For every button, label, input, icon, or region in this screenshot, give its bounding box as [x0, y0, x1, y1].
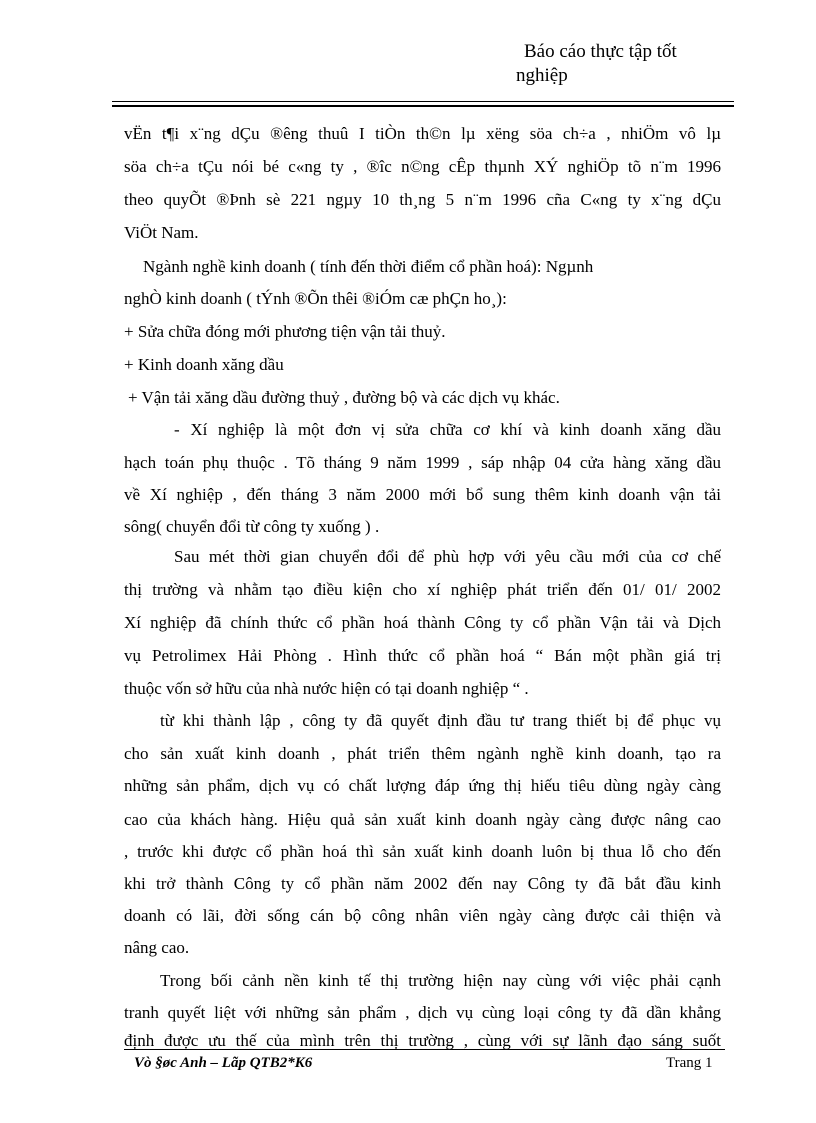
- body-line: Trong bối cảnh nền kinh tế thị trường hiện nay cùng với việc phải cạnh: [160, 971, 721, 990]
- body-line: cao của khách hàng. Hiệu quả sản xuất kinh doanh ngày càng được nâng cao: [124, 810, 721, 829]
- body-line: cho sản xuất kinh doanh , phát triển thêm ngành nghề kinh doanh, tạo ra: [124, 744, 721, 763]
- body-line: sông( chuyển đổi từ công ty xuống ) .: [124, 517, 380, 536]
- header-rule-top: [112, 101, 734, 102]
- body-line: theo quyÕt ®Þnh sè 221 ngµy 10 th¸ng 5 n¨m 1996 cña C«ng ty x¨ng dÇu: [124, 190, 721, 209]
- report-title-line1: Báo cáo thực tập tốt: [524, 41, 677, 62]
- body-line: , trước khi được cổ phần hoá thì sản xuất kinh doanh luôn bị thua lỗ cho đến: [124, 842, 721, 861]
- body-line: nghÒ kinh doanh ( tÝnh ®Õn thêi ®iÓm cæ phÇn ho¸):: [124, 289, 507, 308]
- body-line: thị trường và nhằm tạo điều kiện cho xí nghiệp phát triển đến 01/ 01/ 2002: [124, 580, 721, 599]
- body-line: Ngành nghề kinh doanh ( tính đến thời điểm cổ phần hoá): Ngµnh: [143, 257, 594, 276]
- body-line: khi trở thành Công ty cổ phần năm 2002 đến nay Công ty đã bắt đầu kinh: [124, 874, 721, 893]
- body-line: vụ Petrolimex Hải Phòng . Hình thức cổ phần hoá “ Bán một phần giá trị: [124, 646, 721, 665]
- header-rule-bottom: [112, 105, 734, 107]
- body-line: về Xí nghiệp , đến tháng 3 năm 2000 mới bổ sung thêm kinh doanh vận tải: [124, 485, 721, 504]
- body-line: doanh có lãi, đời sống cán bộ công nhân viên ngày càng được cải thiện và: [124, 906, 721, 925]
- body-line: Xí nghiệp đã chính thức cổ phần hoá thành Công ty cổ phần Vận tải và Dịch: [124, 613, 721, 632]
- body-line: - Xí nghiệp là một đơn vị sửa chữa cơ khí và kinh doanh xăng dầu: [174, 420, 721, 439]
- body-line: + Kinh doanh xăng dầu: [124, 355, 284, 374]
- body-line: hạch toán phụ thuộc . Tõ tháng 9 năm 1999 , sáp nhập 04 cửa hàng xăng dầu: [124, 453, 721, 472]
- body-line: söa ch÷a tÇu nói bé c«ng ty , ®îc n©ng cÊp thµnh XÝ nghiÖp tõ n¨m 1996: [124, 157, 721, 176]
- body-line: Sau mét thời gian chuyển đổi để phù hợp với yêu cầu mới của cơ chế: [174, 547, 721, 566]
- footer-author: Vò §øc Anh – Lãp QTB2*K6: [134, 1055, 313, 1071]
- footer-rule: [124, 1049, 725, 1050]
- body-line: tranh quyết liệt với những sản phẩm , dịch vụ cùng loại công ty đã dần khẳng: [124, 1003, 721, 1022]
- report-title-line2: nghiệp: [516, 65, 568, 86]
- body-line: vËn t¶i x¨ng dÇu ®êng thuû I tiÒn th©n lµ xëng söa ch÷a , nhiÖm vô lµ: [124, 124, 721, 143]
- page-number: Trang 1: [666, 1055, 713, 1071]
- body-line: những sản phẩm, dịch vụ có chất lượng đáp ứng thị hiếu tiêu dùng ngày càng: [124, 776, 721, 795]
- body-line: + Vận tải xăng dầu đường thuỷ , đường bộ và các dịch vụ khác.: [128, 388, 560, 407]
- body-line: từ khi thành lập , công ty đã quyết định đầu tư trang thiết bị để phục vụ: [160, 711, 721, 730]
- body-line: + Sửa chữa đóng mới phương tiện vận tải thuỷ.: [124, 322, 446, 341]
- body-line: thuộc vốn sở hữu của nhà nước hiện có tại doanh nghiệp “ .: [124, 679, 529, 698]
- body-line: ViÖt Nam.: [124, 223, 199, 242]
- body-line: nâng cao.: [124, 938, 190, 957]
- body-line: định được ưu thế của mình trên thị trường , cùng với sự lãnh đạo sáng suốt: [124, 1031, 721, 1050]
- report-title: [516, 40, 736, 88]
